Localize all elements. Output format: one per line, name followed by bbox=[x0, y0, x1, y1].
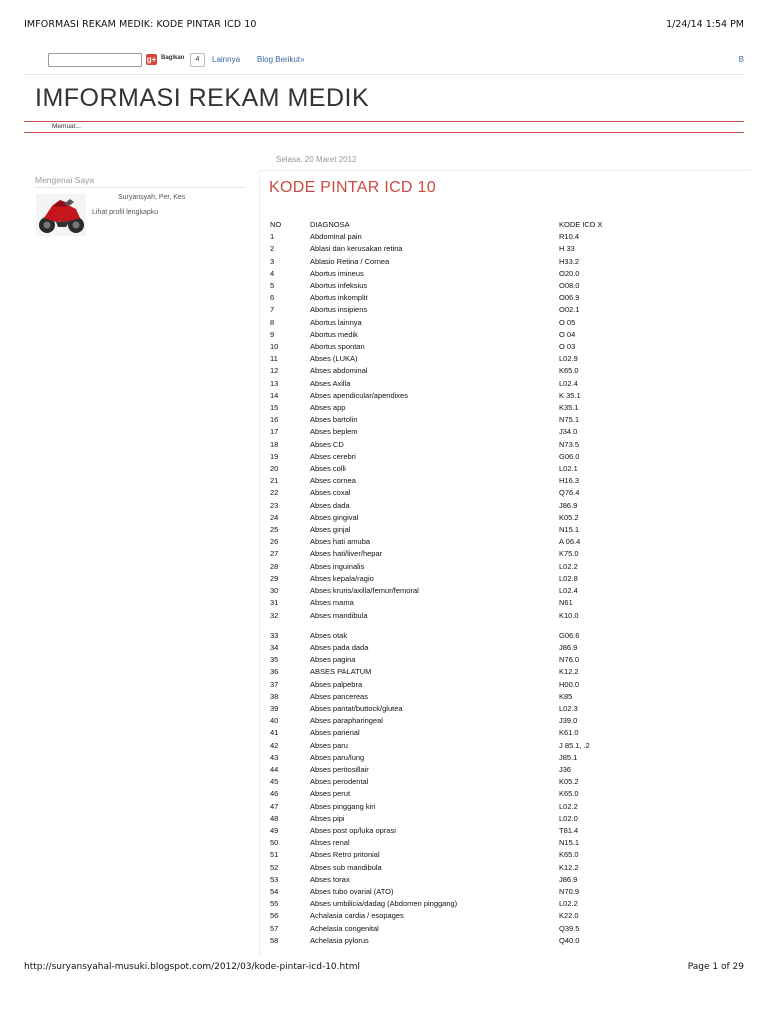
diagnosis-cell: Abses coxal bbox=[310, 488, 351, 498]
table-row bbox=[270, 500, 670, 512]
icd-code-cell: O 04 bbox=[559, 329, 576, 339]
icd-code-cell: Q39.5 bbox=[559, 923, 580, 933]
row-number: 48 bbox=[270, 813, 279, 823]
table-row bbox=[270, 886, 670, 898]
column-header-code: KODE ICD X bbox=[559, 220, 603, 229]
table-row bbox=[270, 788, 670, 800]
row-number: 42 bbox=[270, 740, 279, 750]
row-number: 4 bbox=[270, 268, 275, 278]
diagnosis-cell: Abses palpebra bbox=[310, 679, 363, 689]
table-row bbox=[270, 573, 670, 585]
diagnosis-cell: Abses sub mandibula bbox=[310, 862, 382, 872]
row-number: 37 bbox=[270, 679, 279, 689]
table-row bbox=[270, 292, 670, 304]
diagnosis-cell: Abses kepala/ragio bbox=[310, 573, 374, 583]
diagnosis-cell: Abses perodental bbox=[310, 777, 369, 787]
table-row bbox=[270, 813, 670, 825]
diagnosis-cell: Abses cerebri bbox=[310, 451, 356, 461]
table-row bbox=[270, 536, 670, 548]
icd-code-cell: L02.3 bbox=[559, 703, 578, 713]
row-number: 1 bbox=[270, 232, 275, 242]
icd-code-cell: K65.0 bbox=[559, 366, 579, 376]
blog-title[interactable]: IMFORMASI REKAM MEDIK bbox=[35, 84, 370, 112]
icd-code-cell: N15.1 bbox=[559, 525, 580, 535]
row-number: 11 bbox=[270, 354, 278, 364]
table-row bbox=[270, 365, 670, 377]
diagnosis-cell: Abses bartolin bbox=[310, 415, 358, 425]
icd-code-cell: J36 bbox=[559, 764, 572, 774]
diagnosis-cell: Abortus spontan bbox=[310, 342, 365, 352]
icd-code-cell: K12.2 bbox=[559, 667, 579, 677]
diagnosis-cell: Abortus lainnya bbox=[310, 317, 362, 327]
icd-code-cell: K85 bbox=[559, 691, 573, 701]
table-row bbox=[270, 837, 670, 849]
diagnosis-cell: Abses pantat/buttock/glutea bbox=[310, 703, 403, 713]
table-row bbox=[270, 642, 670, 654]
diagnosis-cell: Abses gingival bbox=[310, 512, 359, 522]
diagnosis-cell: Achelasia congenital bbox=[310, 923, 379, 933]
row-number: 55 bbox=[270, 899, 279, 909]
about-me-heading: Mengenai Saya bbox=[35, 175, 95, 185]
icd-code-cell: J34.0 bbox=[559, 427, 578, 437]
diagnosis-cell: Abses parienal bbox=[310, 728, 360, 738]
icd-code-cell: N76.0 bbox=[559, 655, 580, 665]
table-row bbox=[270, 512, 670, 524]
row-number: 12 bbox=[270, 366, 279, 376]
icd-code-cell: N61 bbox=[559, 598, 573, 608]
diagnosis-cell: Abortus medik bbox=[310, 329, 358, 339]
table-row bbox=[270, 378, 670, 390]
share-count: 4 bbox=[190, 53, 205, 67]
icd-code-cell: J86.9 bbox=[559, 642, 578, 652]
table-row bbox=[270, 353, 670, 365]
table-row bbox=[270, 268, 670, 280]
icd-code-cell: T81.4 bbox=[559, 825, 579, 835]
table-row bbox=[270, 317, 670, 329]
icd-code-table bbox=[270, 219, 670, 947]
row-number: 30 bbox=[270, 586, 279, 596]
row-number: 6 bbox=[270, 293, 275, 303]
table-row bbox=[270, 935, 670, 947]
row-number: 13 bbox=[270, 378, 279, 388]
icd-code-cell: A 06.4 bbox=[559, 537, 581, 547]
table-row bbox=[270, 451, 670, 463]
icd-code-cell: K65.0 bbox=[559, 789, 579, 799]
row-number: 38 bbox=[270, 691, 279, 701]
table-row bbox=[270, 862, 670, 874]
diagnosis-cell: Abses torax bbox=[310, 874, 350, 884]
print-header-datetime: 1/24/14 1:54 PM bbox=[666, 19, 744, 30]
menu-loading-label[interactable]: Memuat... bbox=[52, 123, 81, 130]
print-header-title: IMFORMASI REKAM MEDIK: KODE PINTAR ICD 10 bbox=[24, 19, 257, 30]
row-number: 39 bbox=[270, 703, 279, 713]
row-number: 43 bbox=[270, 752, 279, 762]
diagnosis-cell: Abses hati/liver/hepar bbox=[310, 549, 383, 559]
diagnosis-cell: Abses pagina bbox=[310, 655, 356, 665]
icd-code-cell: L02.0 bbox=[559, 813, 578, 823]
table-row bbox=[270, 439, 670, 451]
navbar-more-link[interactable]: Lainnya bbox=[212, 55, 241, 64]
row-number: 7 bbox=[270, 305, 275, 315]
row-number: 44 bbox=[270, 764, 279, 774]
row-number: 19 bbox=[270, 451, 279, 461]
icd-code-cell: O02.1 bbox=[559, 305, 580, 315]
row-number: 26 bbox=[270, 537, 279, 547]
table-row bbox=[270, 715, 670, 727]
diagnosis-cell: Abses app bbox=[310, 403, 346, 413]
diagnosis-cell: Abses paru/lung bbox=[310, 752, 365, 762]
diagnosis-cell: Abses tubo ovarial (ATO) bbox=[310, 886, 394, 896]
row-number: 15 bbox=[270, 403, 279, 413]
diagnosis-cell: Ablasi dan kerusakan retina bbox=[310, 244, 403, 254]
navbar-search-input[interactable] bbox=[48, 53, 142, 67]
diagnosis-cell: Abortus infeksius bbox=[310, 281, 368, 291]
table-row bbox=[270, 654, 670, 666]
post-date: Selasa, 20 Maret 2012 bbox=[276, 155, 357, 164]
diagnosis-cell: Abses inguinalis bbox=[310, 561, 365, 571]
diagnosis-cell: Abses paru bbox=[310, 740, 348, 750]
diagnosis-cell: Abortus inkomplit bbox=[310, 293, 368, 303]
icd-code-cell: K10.0 bbox=[559, 610, 579, 620]
diagnosis-cell: Abses pada dada bbox=[310, 642, 369, 652]
diagnosis-cell: Abses CD bbox=[310, 439, 344, 449]
table-row bbox=[270, 597, 670, 609]
table-row bbox=[270, 764, 670, 776]
table-row bbox=[270, 548, 670, 560]
row-number: 58 bbox=[270, 935, 279, 945]
diagnosis-cell: Abses (LUKA) bbox=[310, 354, 358, 364]
row-number: 27 bbox=[270, 549, 279, 559]
table-row bbox=[270, 231, 670, 243]
row-number: 45 bbox=[270, 777, 279, 787]
table-row bbox=[270, 329, 670, 341]
row-number: 18 bbox=[270, 439, 279, 449]
table-row bbox=[270, 402, 670, 414]
row-number: 33 bbox=[270, 630, 279, 640]
row-number: 22 bbox=[270, 488, 279, 498]
diagnosis-cell: Abses Axilla bbox=[310, 378, 351, 388]
share-button-label[interactable]: Bagikan bbox=[161, 55, 185, 61]
table-row bbox=[270, 898, 670, 910]
table-row bbox=[270, 304, 670, 316]
icd-code-cell: J86.9 bbox=[559, 500, 578, 510]
icd-code-cell: J85.1 bbox=[559, 752, 578, 762]
diagnosis-cell: Abses post op/luka oprasi bbox=[310, 825, 396, 835]
table-row bbox=[270, 752, 670, 764]
table-row bbox=[270, 666, 670, 678]
table-row bbox=[270, 910, 670, 922]
print-footer-page-number: Page 1 of 29 bbox=[687, 962, 744, 972]
icd-code-cell: N70.9 bbox=[559, 886, 580, 896]
google-plus-icon[interactable]: g+ bbox=[146, 55, 157, 64]
view-full-profile-link[interactable]: Lihat profil lengkapku bbox=[92, 209, 159, 216]
profile-photo[interactable] bbox=[36, 194, 86, 236]
table-row bbox=[270, 341, 670, 353]
row-number: 25 bbox=[270, 525, 279, 535]
table-row bbox=[270, 475, 670, 487]
diagnosis-cell: Abses colli bbox=[310, 464, 346, 474]
row-number: 53 bbox=[270, 874, 279, 884]
diagnosis-cell: Abses renal bbox=[310, 838, 350, 848]
diagnosis-cell: Abortus insipiens bbox=[310, 305, 368, 315]
diagnosis-cell: Abses umbilicia/dadag (Abdomen pinggang) bbox=[310, 899, 458, 909]
row-number: 34 bbox=[270, 642, 279, 652]
icd-code-cell: Q40.0 bbox=[559, 935, 580, 945]
table-row bbox=[270, 849, 670, 861]
row-number: 50 bbox=[270, 838, 279, 848]
icd-code-cell: O20.0 bbox=[559, 268, 580, 278]
icd-code-cell: O 03 bbox=[559, 342, 576, 352]
icd-code-cell: L02.4 bbox=[559, 586, 578, 596]
row-number: 46 bbox=[270, 789, 279, 799]
navbar-next-blog-link[interactable]: Blog Berikut» bbox=[257, 55, 305, 64]
table-spacer-row bbox=[270, 622, 670, 630]
icd-code-cell: Q76.4 bbox=[559, 488, 580, 498]
table-row bbox=[270, 414, 670, 426]
diagnosis-cell: Abses mandibula bbox=[310, 610, 368, 620]
diagnosis-cell: Abses peritosillair bbox=[310, 764, 369, 774]
table-row bbox=[270, 487, 670, 499]
icd-code-cell: K05.2 bbox=[559, 777, 579, 787]
icd-code-cell: O06.9 bbox=[559, 293, 580, 303]
icd-code-cell: L02.8 bbox=[559, 573, 578, 583]
diagnosis-cell: Abses abdominal bbox=[310, 366, 368, 376]
row-number: 9 bbox=[270, 329, 275, 339]
row-number: 2 bbox=[270, 244, 275, 254]
table-row bbox=[270, 463, 670, 475]
diagnosis-cell: Abses pancereas bbox=[310, 691, 368, 701]
icd-code-cell: H33.2 bbox=[559, 256, 580, 266]
table-row bbox=[270, 256, 670, 268]
row-number: 10 bbox=[270, 342, 279, 352]
icd-code-cell: R10.4 bbox=[559, 232, 580, 242]
table-row bbox=[270, 691, 670, 703]
row-number: 31 bbox=[270, 598, 279, 608]
header-bottom-rule bbox=[24, 132, 744, 133]
diagnosis-cell: Abses dada bbox=[310, 500, 350, 510]
row-number: 3 bbox=[270, 256, 275, 266]
row-number: 52 bbox=[270, 862, 279, 872]
table-row bbox=[270, 243, 670, 255]
icd-code-cell: G06.6 bbox=[559, 630, 580, 640]
diagnosis-cell: Abses perut bbox=[310, 789, 351, 799]
diagnosis-cell: Abdominal pain bbox=[310, 232, 362, 242]
icd-code-cell: N73.5 bbox=[559, 439, 580, 449]
diagnosis-cell: Abses ginjal bbox=[310, 525, 351, 535]
table-row bbox=[270, 280, 670, 292]
icd-code-cell: J39.0 bbox=[559, 716, 578, 726]
icd-code-cell: K12.2 bbox=[559, 862, 579, 872]
icd-code-cell: L02.2 bbox=[559, 561, 578, 571]
row-number: 49 bbox=[270, 825, 279, 835]
row-number: 35 bbox=[270, 655, 279, 665]
row-number: 5 bbox=[270, 281, 275, 291]
icd-code-cell: H00.0 bbox=[559, 679, 580, 689]
row-number: 16 bbox=[270, 415, 279, 425]
row-number: 23 bbox=[270, 500, 279, 510]
row-number: 14 bbox=[270, 390, 279, 400]
icd-code-cell: O08.0 bbox=[559, 281, 580, 291]
diagnosis-cell: Achalasia cardia / esopages bbox=[310, 911, 404, 921]
navbar-divider bbox=[24, 74, 744, 75]
diagnosis-cell: Abses pipi bbox=[310, 813, 345, 823]
table-row bbox=[270, 923, 670, 935]
row-number: 51 bbox=[270, 850, 279, 860]
icd-code-cell: N75.1 bbox=[559, 415, 580, 425]
diagnosis-cell: Abses kruris/axilla/femur/femoral bbox=[310, 586, 419, 596]
diagnosis-cell: Ablasio Retina / Cornea bbox=[310, 256, 390, 266]
icd-code-cell: L02.9 bbox=[559, 354, 578, 364]
icd-code-cell: K05.2 bbox=[559, 512, 579, 522]
row-number: 54 bbox=[270, 886, 279, 896]
post-title[interactable]: KODE PINTAR ICD 10 bbox=[269, 179, 436, 196]
row-number: 56 bbox=[270, 911, 279, 921]
icd-code-cell: J86.9 bbox=[559, 874, 578, 884]
diagnosis-cell: Abses hati amuba bbox=[310, 537, 371, 547]
diagnosis-cell: Abses pinggang kiri bbox=[310, 801, 376, 811]
diagnosis-cell: Abses parapharingeal bbox=[310, 716, 383, 726]
table-row bbox=[270, 426, 670, 438]
icd-code-cell: L02.2 bbox=[559, 801, 578, 811]
diagnosis-cell: Abses beplem bbox=[310, 427, 358, 437]
row-number: 57 bbox=[270, 923, 279, 933]
diagnosis-cell: Abses mama bbox=[310, 598, 354, 608]
diagnosis-cell: Abses otak bbox=[310, 630, 348, 640]
diagnosis-cell: Abses cornea bbox=[310, 476, 356, 486]
icd-code-cell: L02.1 bbox=[559, 464, 578, 474]
table-row bbox=[270, 825, 670, 837]
row-number: 29 bbox=[270, 573, 279, 583]
diagnosis-cell: Abses Retro pritonial bbox=[310, 850, 380, 860]
icd-code-cell: L02.4 bbox=[559, 378, 578, 388]
icd-code-cell: K75.0 bbox=[559, 549, 579, 559]
table-row bbox=[270, 630, 670, 642]
table-header-row bbox=[270, 219, 670, 231]
table-row bbox=[270, 703, 670, 715]
about-me-divider bbox=[35, 187, 245, 188]
table-row bbox=[270, 740, 670, 752]
print-footer-url: http://suryansyahal-musuki.blogspot.com/2012/03/kode-pintar-icd-10.html bbox=[24, 962, 361, 972]
table-row bbox=[270, 727, 670, 739]
row-number: 47 bbox=[270, 801, 279, 811]
icd-code-cell: K22.0 bbox=[559, 911, 579, 921]
table-row bbox=[270, 776, 670, 788]
diagnosis-cell: Achelasia pylorus bbox=[310, 935, 369, 945]
row-number: 17 bbox=[270, 427, 279, 437]
table-row bbox=[270, 585, 670, 597]
row-number: 28 bbox=[270, 561, 279, 571]
icd-code-cell: L02.2 bbox=[559, 899, 578, 909]
row-number: 8 bbox=[270, 317, 275, 327]
row-number: 40 bbox=[270, 716, 279, 726]
diagnosis-cell: ABSES PALATUM bbox=[310, 667, 372, 677]
column-header-diagnosis: DIAGNOSA bbox=[310, 220, 350, 229]
table-row bbox=[270, 610, 670, 622]
row-number: 36 bbox=[270, 667, 279, 677]
icd-code-cell: O 05 bbox=[559, 317, 576, 327]
icd-code-cell: J 85.1, .2 bbox=[559, 740, 590, 750]
diagnosis-cell: Abses apendicular/apendixes bbox=[310, 390, 408, 400]
icd-code-cell: N15.1 bbox=[559, 838, 580, 848]
icd-code-cell: H16.3 bbox=[559, 476, 580, 486]
table-row bbox=[270, 874, 670, 886]
table-row bbox=[270, 524, 670, 536]
profile-name-link[interactable]: Suryansyah, Per, Kes bbox=[118, 194, 186, 201]
icd-code-cell: K65.0 bbox=[559, 850, 579, 860]
navbar-signin-link[interactable]: B bbox=[738, 55, 744, 64]
row-number: 20 bbox=[270, 464, 279, 474]
icd-code-cell: H 33 bbox=[559, 244, 575, 254]
row-number: 24 bbox=[270, 512, 279, 522]
row-number: 32 bbox=[270, 610, 279, 620]
header-top-rule bbox=[24, 121, 744, 122]
table-row bbox=[270, 801, 670, 813]
diagnosis-cell: Abortus imineus bbox=[310, 268, 364, 278]
table-row bbox=[270, 679, 670, 691]
icd-code-cell: K61.0 bbox=[559, 728, 579, 738]
table-row bbox=[270, 390, 670, 402]
icd-code-cell: K35.1 bbox=[559, 403, 579, 413]
row-number: 41 bbox=[270, 728, 279, 738]
table-row bbox=[270, 561, 670, 573]
column-header-no: NO bbox=[270, 220, 282, 229]
icd-code-cell: G06.0 bbox=[559, 451, 580, 461]
icd-code-cell: K 35.1 bbox=[559, 390, 581, 400]
row-number: 21 bbox=[270, 476, 279, 486]
